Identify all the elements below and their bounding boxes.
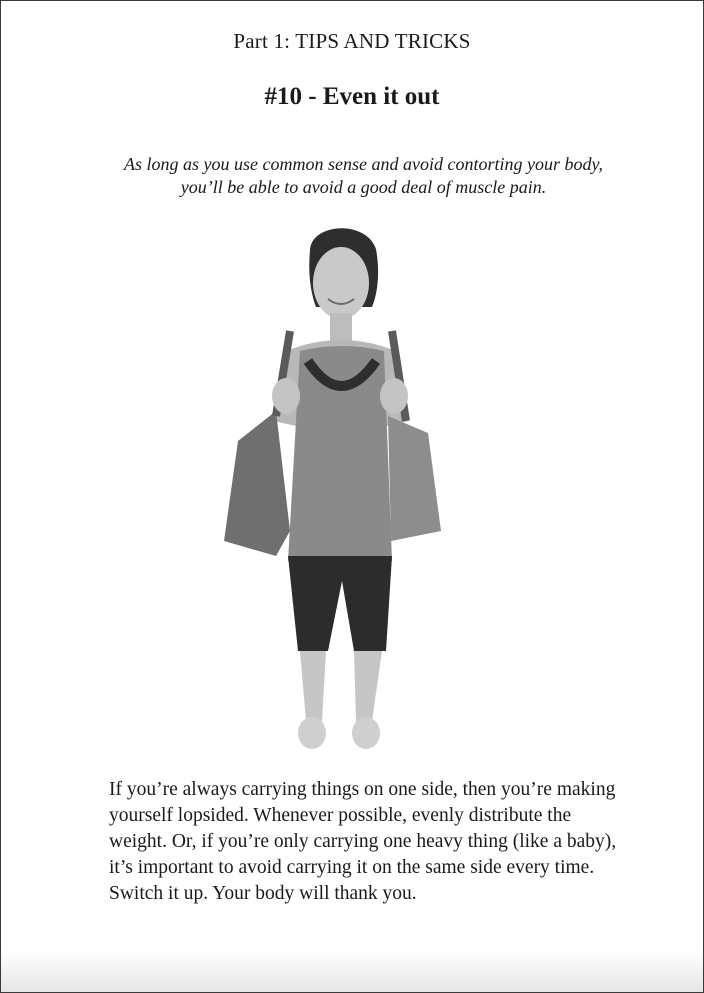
left-bag [224,411,290,556]
tip-heading: #10 - Even it out [264,83,440,110]
woman-carrying-bags-photo [216,211,456,761]
tank-top [288,346,392,561]
leggings [288,556,392,651]
section-title: Part 1: TIPS AND TRICKS [233,29,471,53]
right-bag [388,416,441,541]
intro-quote: As long as you use common sense and avoid contorting your body, you’ll be able to avoid a good deal of muscle pain. [124,154,603,197]
face [313,247,369,319]
body-paragraph: If you’re always carrying things on one side, then you’re making yourself lopsided. Whenever possible, evenly distribute the weight. Or, if you’re only carrying one heavy thing (like a baby), it’s important to avoid carrying it on the same side every time. Switch it up. Your body will thank you. [109,779,617,904]
